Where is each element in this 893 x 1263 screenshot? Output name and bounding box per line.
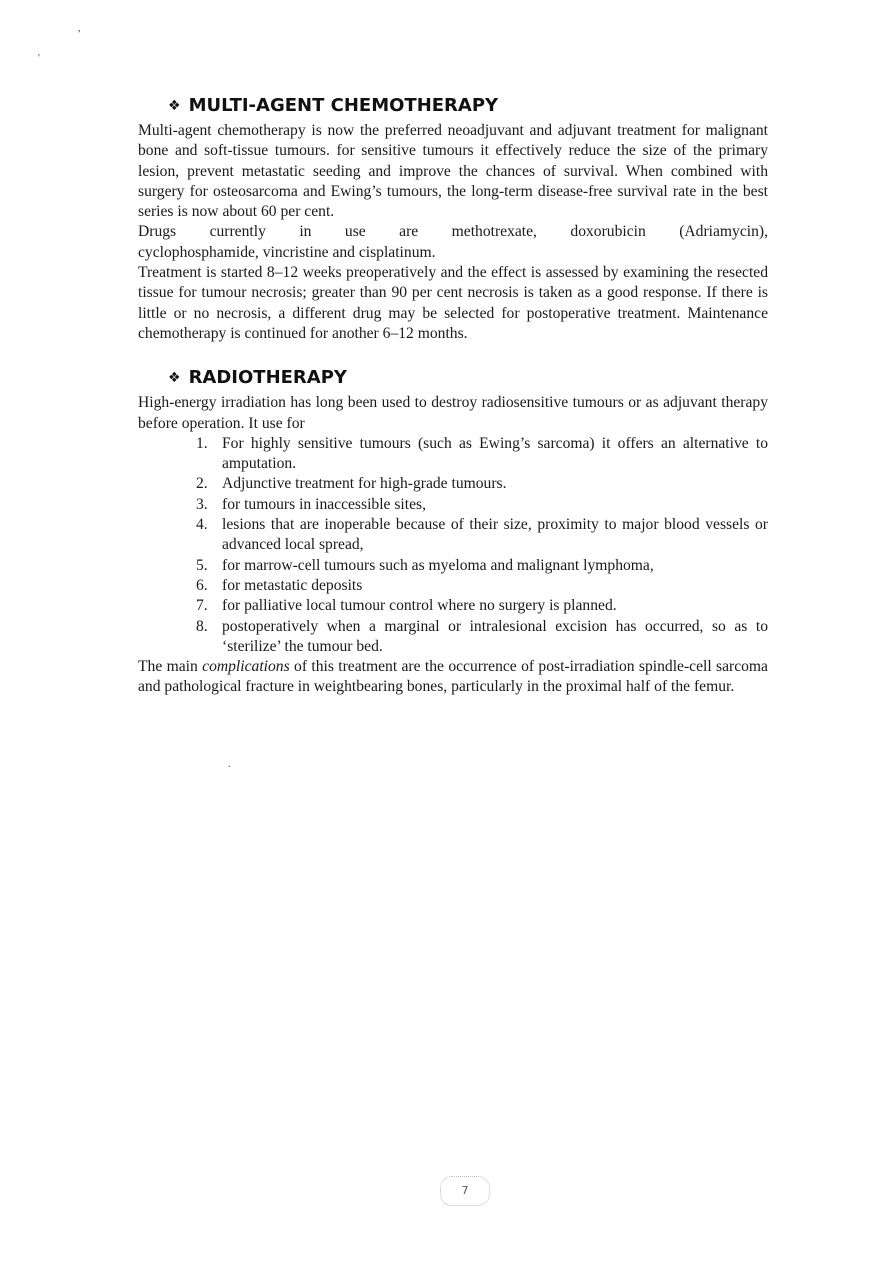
list-item: 6. for metastatic deposits xyxy=(196,576,363,594)
heading-text: MULTI-AGENT CHEMOTHERAPY xyxy=(188,95,499,116)
paragraph: High-energy irradiation has long been used to destroy radiosensitive tumours or as adjuvant therapy before operation. It use for xyxy=(138,394,768,432)
section-heading-chemotherapy xyxy=(168,94,768,119)
list-item: 1. For highly sensitive tumours (such as Ewing’s sarcoma) it offers an alternative to amputation. xyxy=(196,434,768,473)
list-item: 8. postoperatively when a marginal or intralesional excision has occurred, so as to ‘sterilize’ the tumour bed. xyxy=(196,617,768,655)
paragraph: Treatment is started 8–12 weeks preoperatively and the effect is assessed by examining the resected tissue for tumour necrosis; greater than 90 per cent necrosis is taken as a good response. If there is little or no necrosis, a different drug may be selected for postoperative treatment. Maintenance chemotherapy is continued for another 6–12 months. xyxy=(138,264,768,342)
radiotherapy-uses-list xyxy=(138,434,768,657)
paragraph: Multi-agent chemotherapy is now the preferred neoadjuvant and adjuvant treatment for malignant bone and soft-tissue tumours. for sensitive tumours it effectively reduce the size of the primary lesion, prevent metastatic seeding and improve the chances of survival. When combined with surgery for osteosarcoma and Ewing’s tumours, the long-term disease-free survival rate in the best series is now about 60 per cent. xyxy=(138,122,768,221)
scan-speck: ' xyxy=(38,53,40,64)
diamond-bullet-icon: ❖ xyxy=(168,98,181,114)
list-item: 5. for marrow-cell tumours such as myeloma and malignant lymphoma, xyxy=(196,556,654,574)
list-item: 4. lesions that are inoperable because of their size, proximity to major blood vessels or advanced local spread, xyxy=(196,516,768,554)
list-item: 7. for palliative local tumour control where no surgery is planned. xyxy=(196,597,617,615)
section-heading-radiotherapy xyxy=(168,366,768,391)
heading-text: RADIOTHERAPY xyxy=(188,367,347,389)
scan-speck: , xyxy=(78,23,81,34)
scan-speck: . xyxy=(228,759,231,770)
diamond-bullet-icon: ❖ xyxy=(168,370,181,387)
emphasis-complications: complications xyxy=(202,658,290,676)
paragraph: cyclophosphamide, vincristine and cisplatinum. xyxy=(138,243,436,261)
closing-paragraph: The main complications of this treatment are the occurrence of post-irradiation spindle-cell sarcoma and pathological fracture in weightbearing bones, particularly in the proximal half of the femur. xyxy=(138,658,768,696)
document-body xyxy=(138,94,768,698)
list-item: 2. Adjunctive treatment for high-grade tumours. xyxy=(196,475,507,493)
page-number: 7 xyxy=(440,1176,490,1206)
list-item: 3. for tumours in inaccessible sites, xyxy=(196,495,426,513)
paragraph: Drugs currently in use are methotrexate, doxorubicin (Adriamycin), xyxy=(138,223,768,241)
